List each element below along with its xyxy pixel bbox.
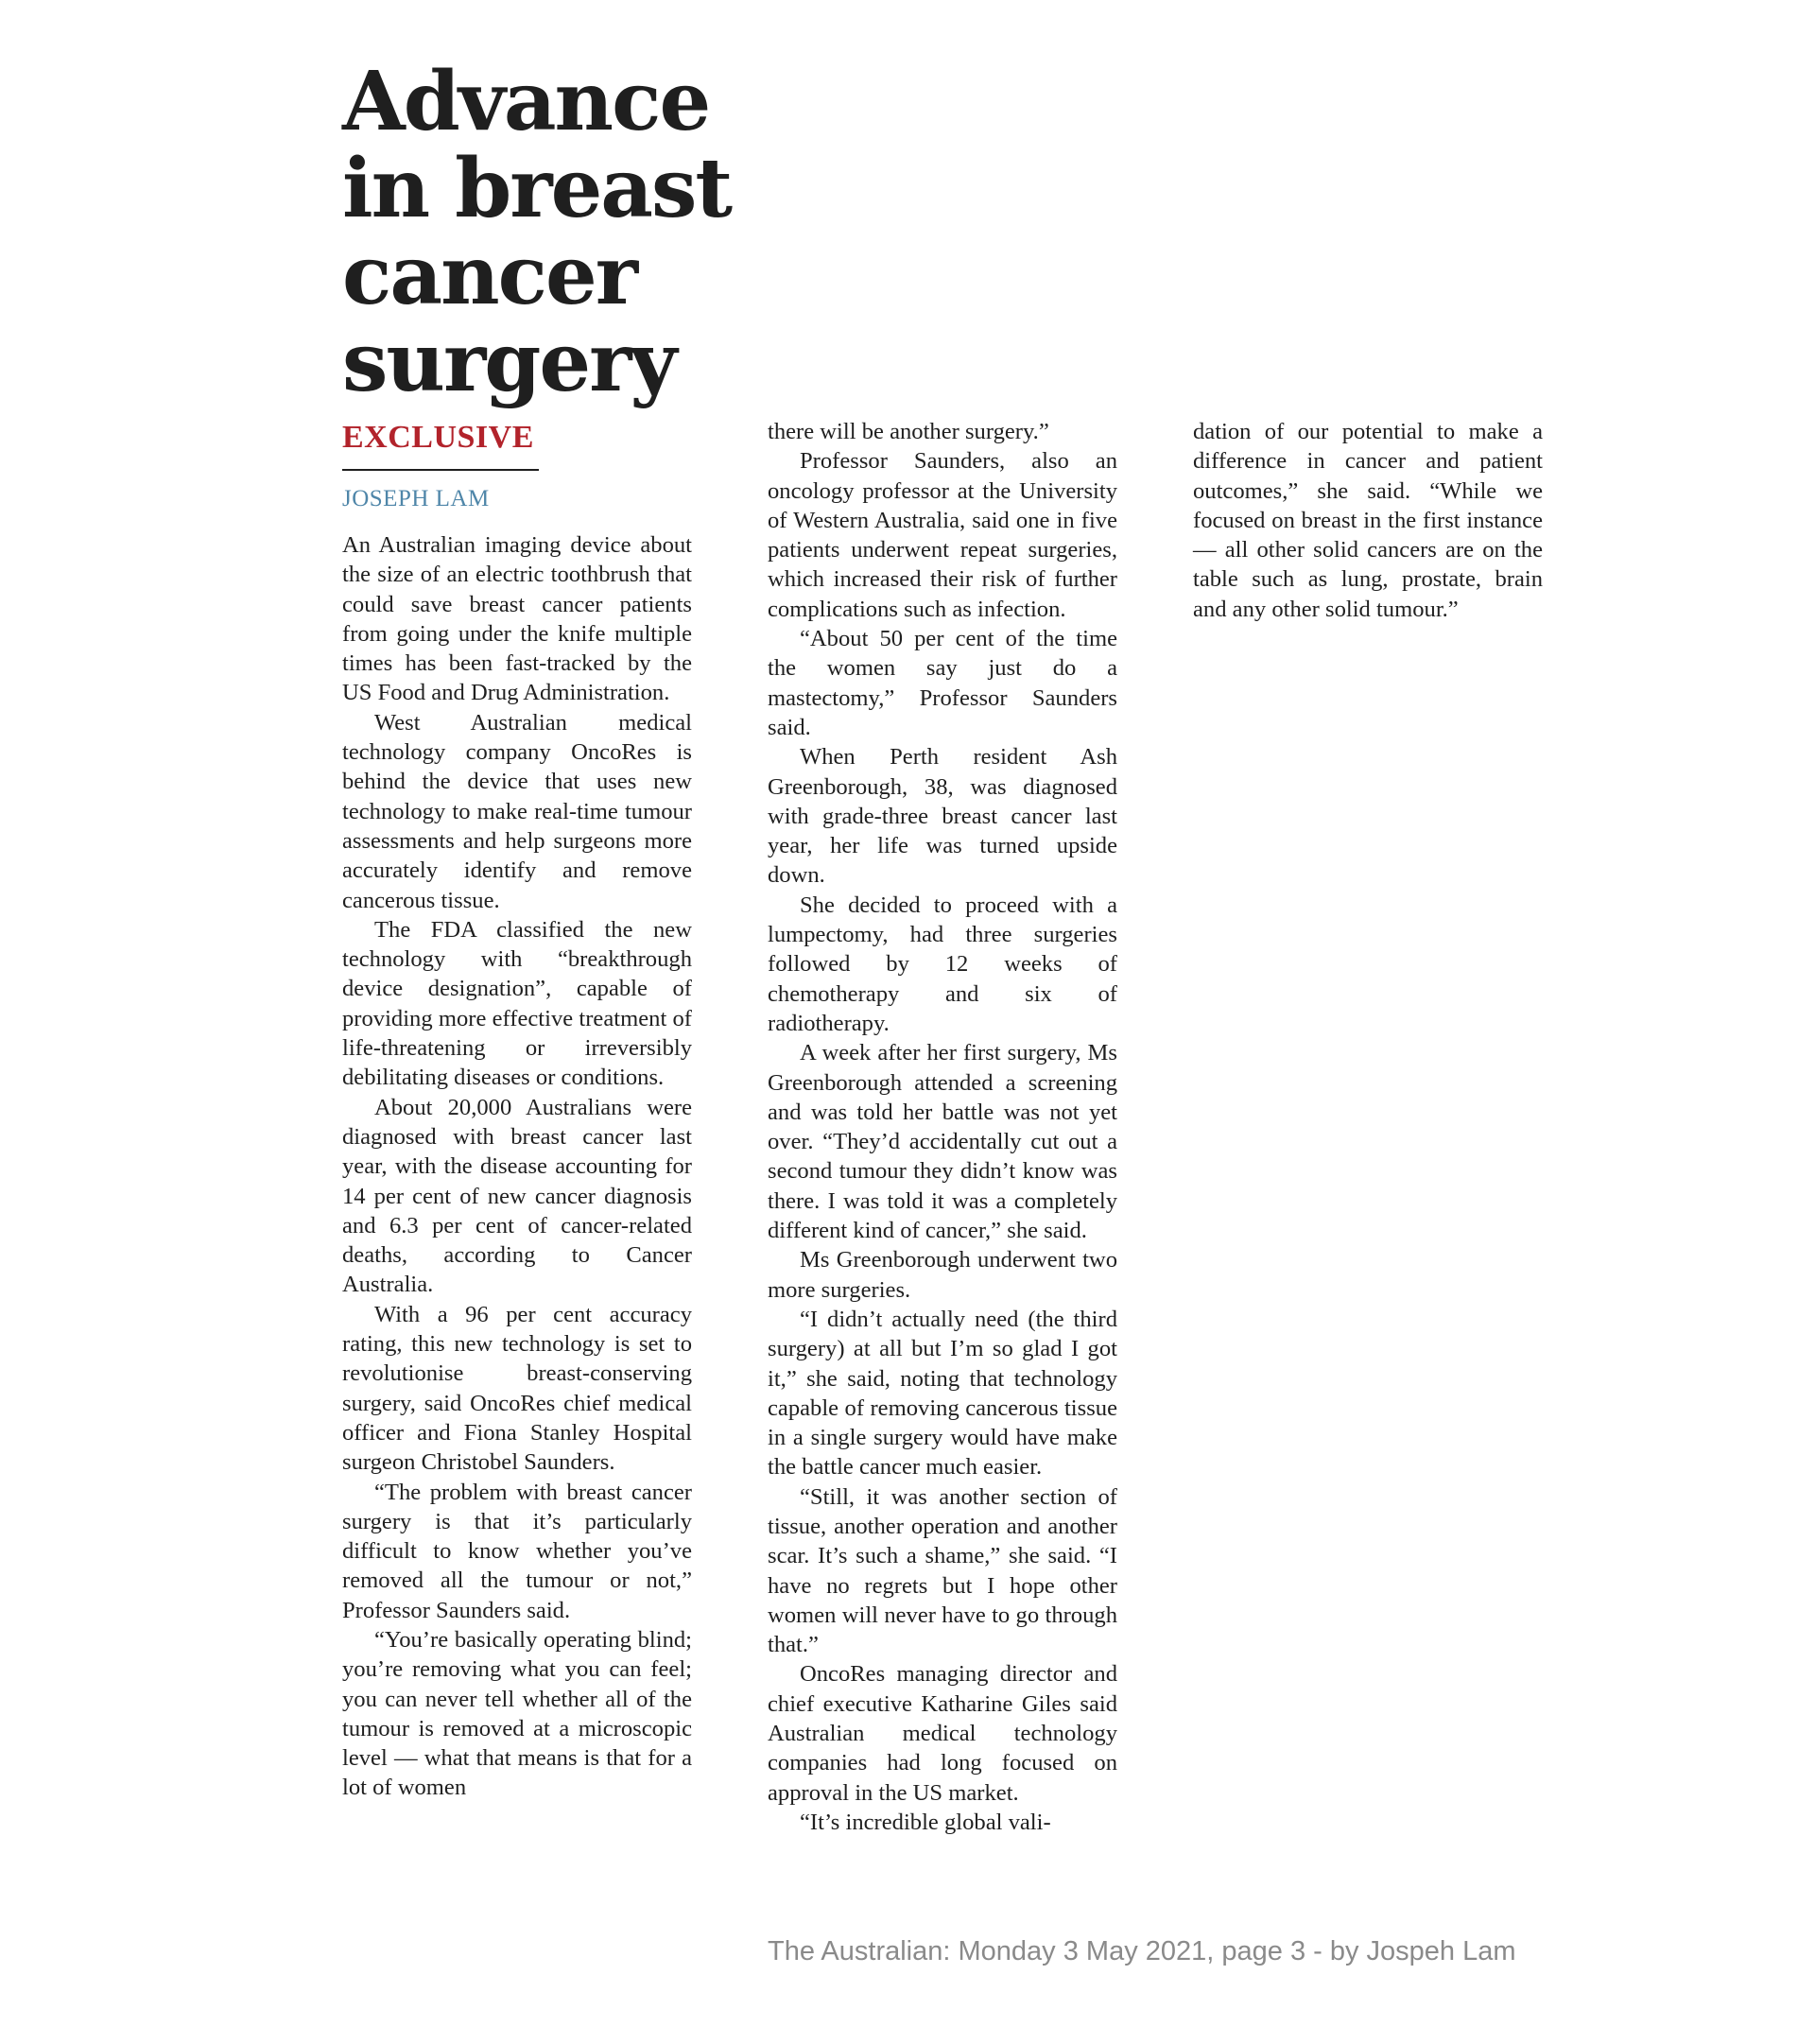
paragraph: A week after her first surgery, Ms Greenborough attended a screening and was told her battle was not yet over. “They’d accidentally cut out a second tumour they didn’t know was there. I was told it was a completely different kind of cancer,” she said. xyxy=(768,1040,1117,1244)
paragraph: “I didn’t actually need (the third surgery) at all but I’m so glad I got it,” she said, noting that technology capable of removing cancerous tissue in a single surgery would have make the battle cancer much easier. xyxy=(768,1306,1117,1481)
paragraph: West Australian medical technology company OncoRes is behind the device that uses new technology to make real-time tumour assessments and help surgeons more accurately identify and remove cancerous tissue. xyxy=(342,709,692,913)
article-column-1 xyxy=(342,530,692,1803)
paragraph: About 20,000 Australians were diagnosed with breast cancer last year, with the disease accounting for 14 per cent of new cancer diagnosis and 6.3 per cent of cancer-related deaths, according to Cancer Australia. xyxy=(342,1094,692,1298)
paragraph: With a 96 per cent accuracy rating, this new technology is set to revolutionise breast-conserving surgery, said OncoRes chief medical officer and Fiona Stanley Hospital surgeon Christobel Saunders. xyxy=(342,1301,692,1476)
article-column-3 xyxy=(1193,417,1543,624)
paragraph: Professor Saunders, also an oncology professor at the University of Western Australia, said one in five patients underwent repeat surgeries, which increased their risk of further complications such as infection. xyxy=(768,448,1117,622)
paragraph: “Still, it was another section of tissue, another operation and another scar. It’s such a shame,” she said. “I have no regrets but I hope other women will never have to go through that.” xyxy=(768,1483,1117,1658)
article-column-2 xyxy=(768,417,1117,1837)
paragraph: “The problem with breast cancer surgery is that it’s particularly difficult to know whether you’ve removed all the tumour or not,” Professor Saunders said. xyxy=(342,1479,692,1623)
byline: JOSEPH LAM xyxy=(342,486,490,511)
kicker-divider xyxy=(342,469,539,471)
paragraph: Ms Greenborough underwent two more surgeries. xyxy=(768,1247,1117,1303)
exclusive-kicker: EXCLUSIVE xyxy=(342,420,534,455)
source-caption: The Australian: Monday 3 May 2021, page 3 - by Jospeh Lam xyxy=(768,1936,1516,1966)
paragraph: OncoRes managing director and chief executive Katharine Giles said Australian medical technology companies had long focused on approval in the US market. xyxy=(768,1661,1117,1806)
paragraph: there will be another surgery.” xyxy=(768,419,1049,444)
paragraph: “About 50 per cent of the time the women say just do a mastectomy,” Professor Saunders said. xyxy=(768,626,1117,740)
paragraph: “It’s incredible global vali- xyxy=(800,1809,1051,1835)
paragraph: “You’re basically operating blind; you’re removing what you can feel; you can never tell whether all of the tumour is removed at a microscopic level — what that means is that for a lot of women xyxy=(342,1626,692,1801)
paragraph: She decided to proceed with a lumpectomy, had three surgeries followed by 12 weeks of chemotherapy and six of radiotherapy. xyxy=(768,892,1117,1036)
paragraph: The FDA classified the new technology with “breakthrough device designation”, capable of providing more effective treatment of life-threatening or irreversibly debilitating diseases or conditions. xyxy=(342,916,692,1091)
article-headline: Advance in breast cancer surgery xyxy=(342,54,732,410)
paragraph: An Australian imaging device about the size of an electric toothbrush that could save breast cancer patients from going under the knife multiple times has been fast-tracked by the US Food and Drug Administration. xyxy=(342,532,692,706)
paragraph: When Perth resident Ash Greenborough, 38, was diagnosed with grade-three breast cancer last year, her life was turned upside down. xyxy=(768,744,1117,889)
paragraph: dation of our potential to make a difference in cancer and patient outcomes,” she said. “While we focused on breast in the first instance — all other solid cancers are on the table such as lung, prostate, brain and any other solid tumour.” xyxy=(1193,419,1543,622)
